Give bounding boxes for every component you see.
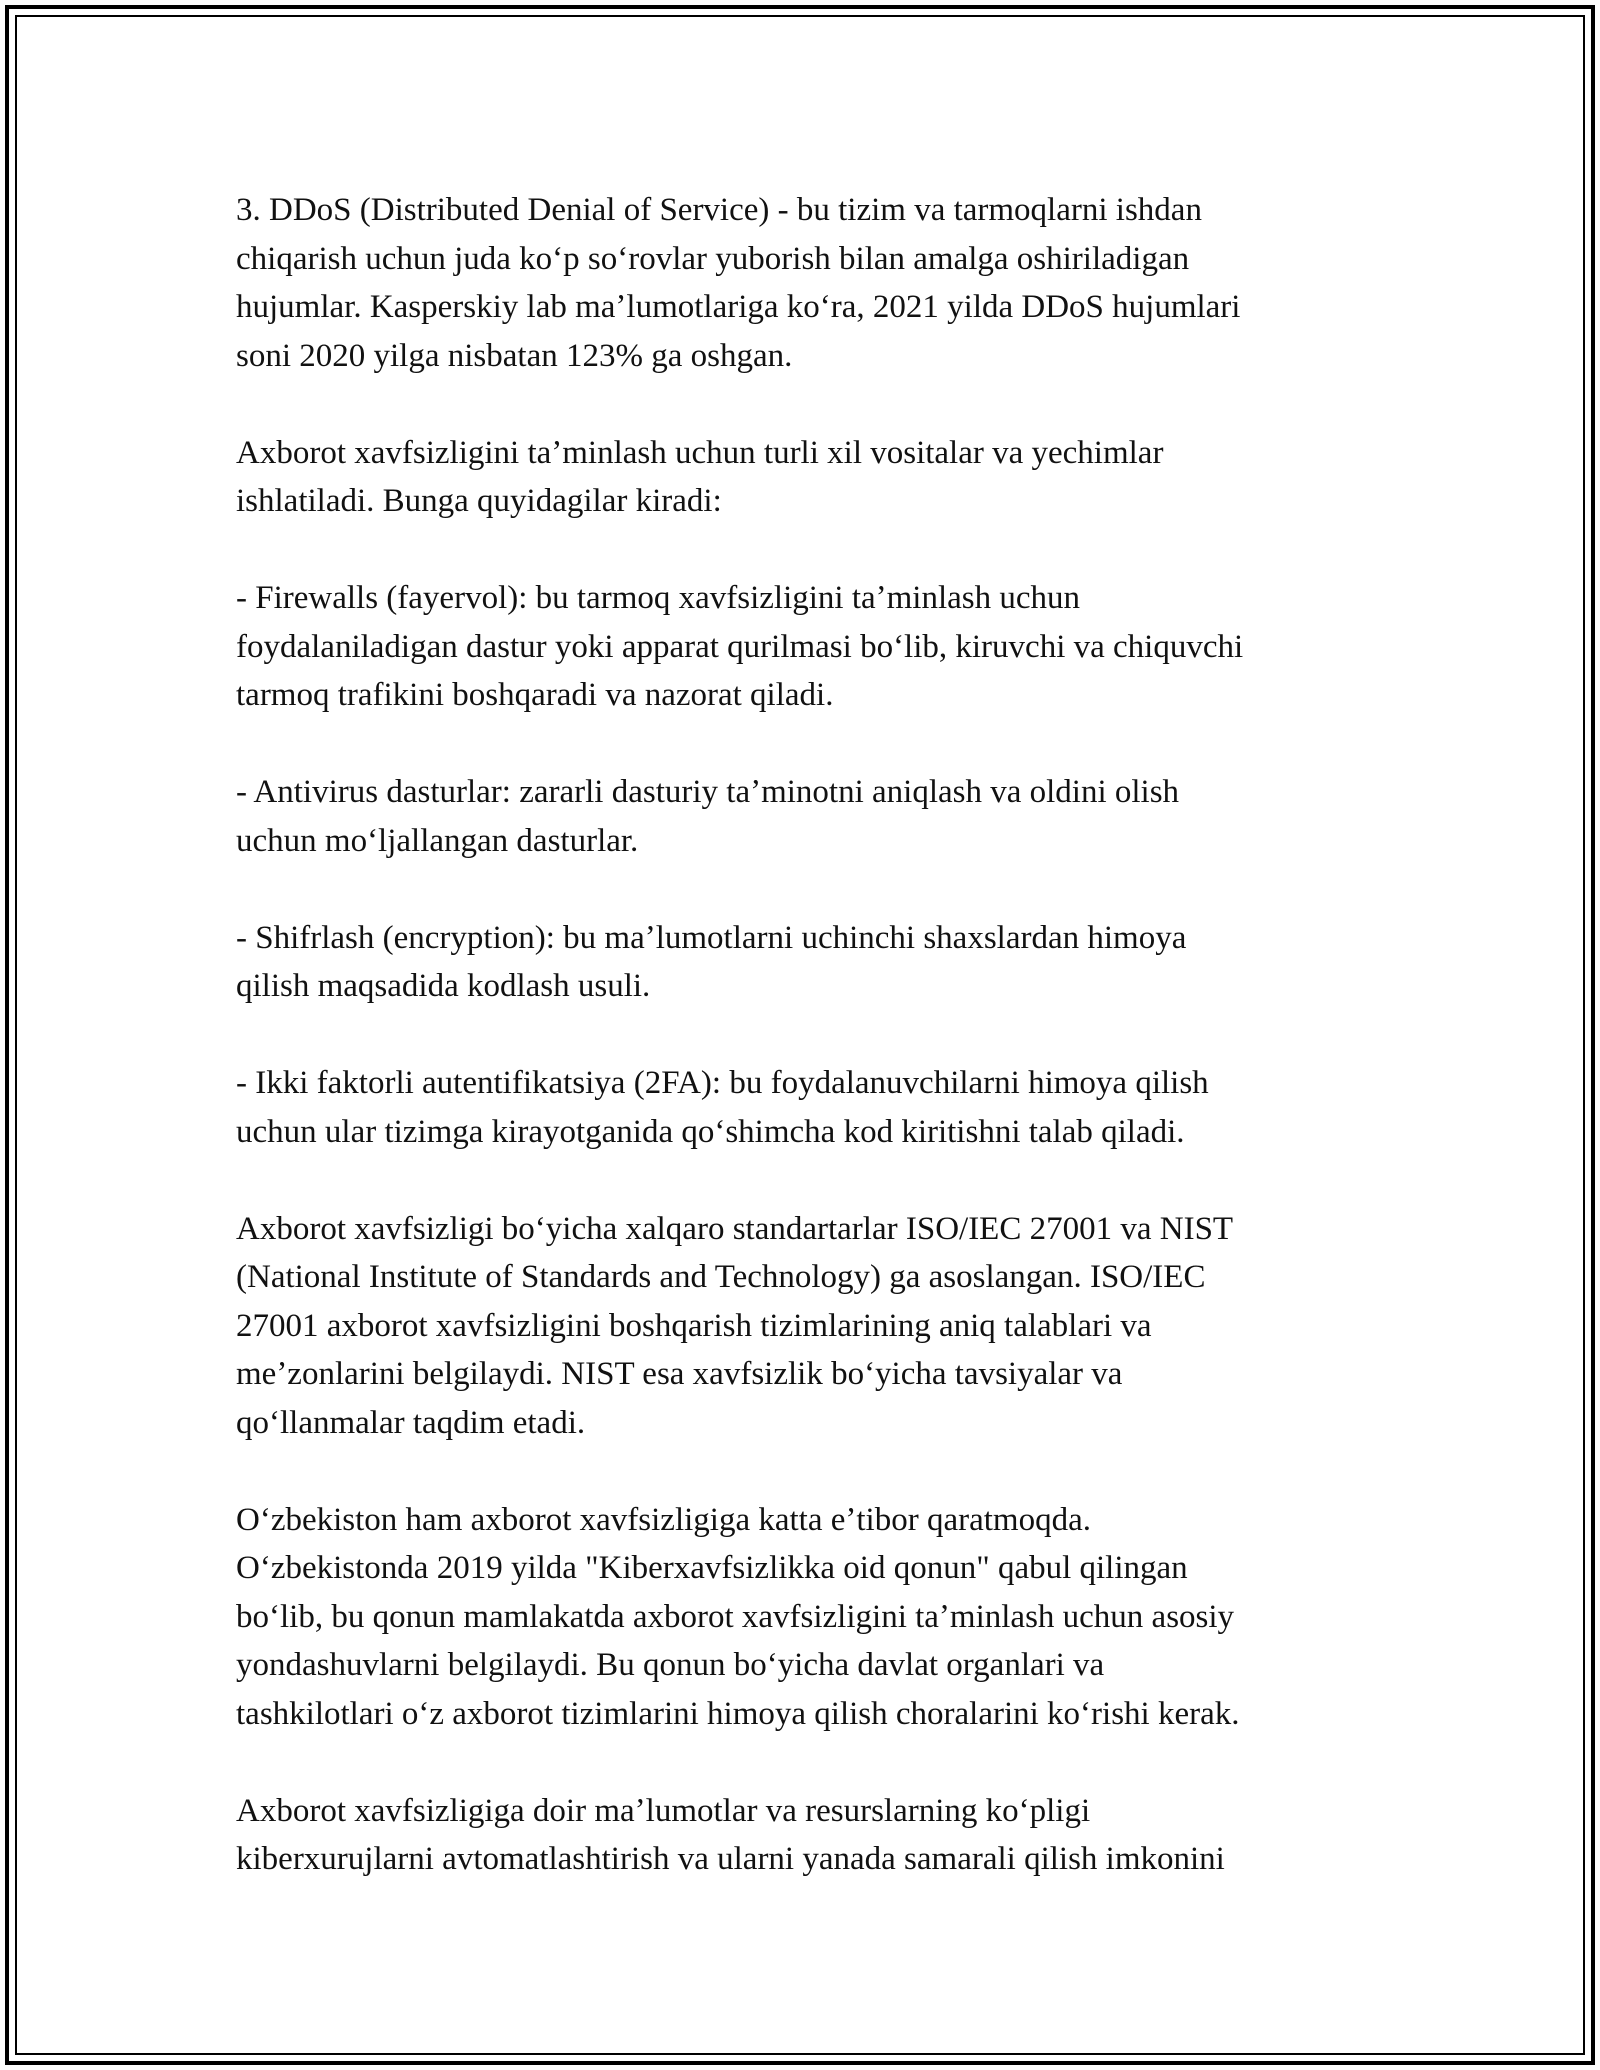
list-item-encryption xyxy=(236,914,1366,1011)
paragraph-ddos xyxy=(236,186,1366,380)
text-line: (National Institute of Standards and Technology) ga asoslangan. ISO/IEC xyxy=(236,1259,1206,1295)
text-line: - Antivirus dasturlar: zararli dasturiy taʼminotni aniqlash va oldini olish xyxy=(236,774,1180,810)
list-item-firewalls xyxy=(236,574,1366,720)
text-line: 3. DDoS (Distributed Denial of Service) - bu tizim va tarmoqlarni ishdan xyxy=(236,192,1202,228)
text-line: qoʻllanmalar taqdim etadi. xyxy=(236,1404,586,1441)
text-line: Axborot xavfsizligini taʼminlash uchun turli xil vositalar va yechimlar xyxy=(236,434,1164,471)
text-line: - Ikki faktorli autentifikatsiya (2FA): bu foydalanuvchilarni himoya qilish xyxy=(236,1065,1209,1101)
text-line: - Firewalls (fayervol): bu tarmoq xavfsizligini taʼminlash uchun xyxy=(236,580,1081,616)
text-line: Oʻzbekistonda 2019 yilda "Kiberxavfsizlikka oid qonun" qabul qilingan xyxy=(236,1550,1188,1586)
text-line: tashkilotlari oʻz axborot tizimlarini himoya qilish choralarini koʻrishi kerak. xyxy=(236,1695,1240,1732)
text-line: yondashuvlarni belgilaydi. Bu qonun boʻyicha davlat organlari va xyxy=(236,1647,1105,1683)
text-line: hujumlar. Kasperskiy lab maʼlumotlariga koʻra, 2021 yilda DDoS hujumlari xyxy=(236,289,1241,325)
paragraph-tools-intro xyxy=(236,429,1366,526)
document-body xyxy=(236,186,1366,1884)
text-line: foydalaniladigan dastur yoki apparat qurilmasi boʻlib, kiruvchi va chiquvchi xyxy=(236,628,1244,665)
text-line: Oʻzbekiston ham axborot xavfsizligiga katta eʼtibor qaratmoqda. xyxy=(236,1501,1091,1538)
text-line: chiqarish uchun juda koʻp soʻrovlar yuborish bilan amalga oshiriladigan xyxy=(236,240,1190,277)
list-item-antivirus xyxy=(236,768,1366,865)
text-line: ishlatiladi. Bunga quyidagilar kiradi: xyxy=(236,483,722,519)
text-line: uchun ular tizimga kirayotganida qoʻshimcha kod kiritishni talab qiladi. xyxy=(236,1113,1185,1150)
text-line: boʻlib, bu qonun mamlakatda axborot xavfsizligini taʼminlash uchun asosiy xyxy=(236,1598,1235,1635)
text-line: qilish maqsadida kodlash usuli. xyxy=(236,968,651,1004)
paragraph-resources xyxy=(236,1787,1366,1884)
list-item-two-factor xyxy=(236,1059,1366,1156)
text-line: Axborot xavfsizligi boʻyicha xalqaro standartarlar ISO/IEC 27001 va NIST xyxy=(236,1210,1234,1247)
text-line: - Shifrlash (encryption): bu maʼlumotlarni uchinchi shaxslardan himoya xyxy=(236,919,1187,956)
text-line: tarmoq trafikini boshqaradi va nazorat qiladi. xyxy=(236,677,834,713)
paragraph-uzbekistan xyxy=(236,1496,1366,1739)
text-line: kiberxurujlarni avtomatlashtirish va ularni yanada samarali qilish imkonini xyxy=(236,1841,1225,1877)
paragraph-standards xyxy=(236,1205,1366,1448)
text-line: uchun moʻljallangan dasturlar. xyxy=(236,822,639,859)
text-line: 27001 axborot xavfsizligini boshqarish tizimlarining aniq talablari va xyxy=(236,1307,1152,1344)
text-line: soni 2020 yilga nisbatan 123% ga oshgan. xyxy=(236,337,793,374)
text-line: meʼzonlarini belgilaydi. NIST esa xavfsizlik boʻyicha tavsiyalar va xyxy=(236,1356,1123,1392)
text-line: Axborot xavfsizligiga doir maʼlumotlar va resurslarning koʻpligi xyxy=(236,1792,1091,1829)
